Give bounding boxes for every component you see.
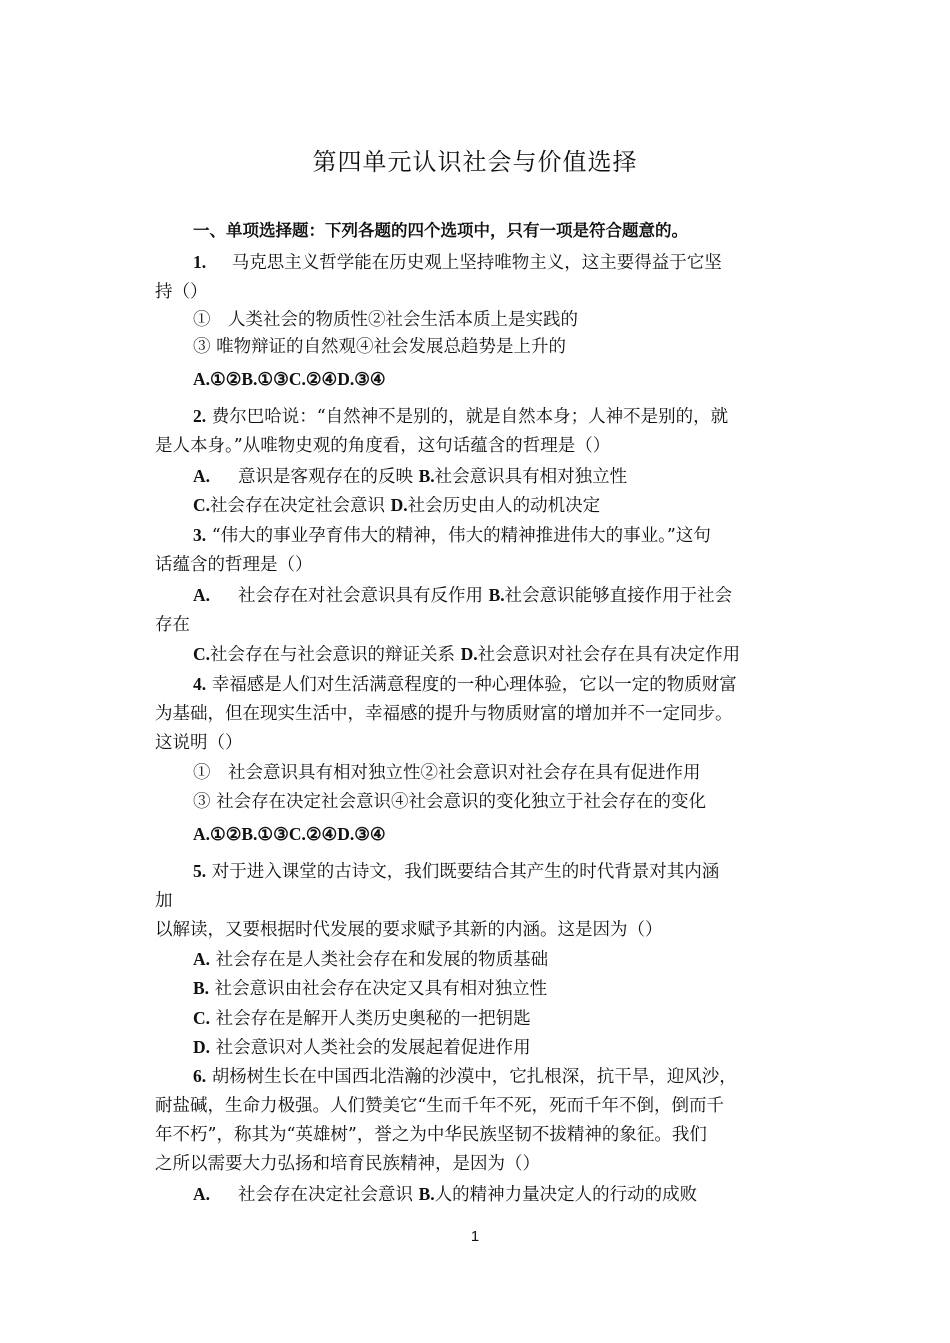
option-d-label: D. — [460, 644, 478, 664]
q2-options-row-1 — [193, 465, 627, 488]
option-b-label: B. — [418, 466, 435, 486]
option-b-label: B. — [418, 1184, 435, 1204]
q3-options-row-1 — [193, 584, 732, 607]
option-a-label: A. — [193, 466, 211, 486]
option-d-text: 社会历史由人的动机决定 — [407, 496, 601, 516]
question-5 — [193, 860, 719, 883]
option-d-label: D. — [390, 495, 408, 515]
question-4-cont-1: 为基础，但在现实生活中，幸福感的提升与物质财富的增加并不一定同步。 — [155, 704, 733, 724]
question-text: 费尔巴哈说：“自然神不是别的，就是自然本身；人神不是别的，就 — [211, 407, 729, 427]
option-a-text: 社会存在决定社会意识 — [238, 1185, 414, 1205]
option-d-label: D. — [193, 1037, 211, 1057]
option-b-text: 社会意识具有相对独立性 — [434, 467, 628, 487]
q1-choices: A.①②B.①③C.②④D.③④ — [193, 369, 386, 389]
q5-option-b — [193, 977, 547, 1000]
q5-option-d — [193, 1036, 531, 1059]
q4-choices: A.①②B.①③C.②④D.③④ — [193, 824, 386, 844]
q2-options-row-2 — [193, 494, 600, 517]
question-1-cont: 持（） — [155, 282, 208, 302]
page-title: 第四单元认识社会与价值选择 — [312, 148, 638, 176]
question-number: 4. — [193, 674, 207, 694]
q3-option-b-cont: 存在 — [155, 615, 190, 635]
question-4 — [193, 673, 737, 696]
question-number: 2. — [193, 406, 207, 426]
q5-option-a — [193, 948, 548, 971]
option-a-label: A. — [193, 949, 211, 969]
question-3-cont: 话蕴含的哲理是（） — [155, 555, 313, 575]
question-4-cont-2: 这说明（） — [155, 733, 243, 753]
page-number: 1 — [470, 1228, 480, 1245]
option-d-text: 社会意识对人类社会的发展起着促进作用 — [215, 1038, 531, 1058]
question-2 — [193, 405, 728, 428]
option-a-text: 社会存在是人类社会存在和发展的物质基础 — [215, 950, 549, 970]
option-b-text: 社会意识由社会存在决定又具有相对独立性 — [214, 979, 548, 999]
section-heading: 一、单项选择题：下列各题的四个选项中，只有一项是符合题意的。 — [193, 221, 688, 240]
q4-statement-row-1: ① 社会意识具有相对独立性②社会意识对社会存在具有促进作用 — [193, 763, 701, 783]
question-6-cont-1: 耐盐碱，生命力极强。人们赞美它“生而千年不死，死而千年不倒，倒而千 — [155, 1096, 724, 1116]
q1-statement-row-1: ① 人类社会的物质性②社会生活本质上是实践的 — [193, 310, 578, 330]
option-c-label: C. — [193, 495, 211, 515]
question-text: 胡杨树生长在中国西北浩瀚的沙漠中，它扎根深，抗干旱，迎风沙， — [211, 1067, 737, 1087]
question-6 — [193, 1065, 737, 1088]
option-b-text: 社会意识能够直接作用于社会 — [504, 586, 733, 606]
question-5-cont-2: 以解读，又要根据时代发展的要求赋予其新的内涵。这是因为（） — [155, 920, 663, 940]
option-b-label: B. — [488, 585, 505, 605]
q3-options-row-2 — [193, 643, 740, 666]
question-number: 6. — [193, 1066, 207, 1086]
question-1 — [193, 251, 722, 274]
option-c-text: 社会存在是解开人类历史奥秘的一把钥匙 — [215, 1009, 531, 1029]
question-text: “伟大的事业孕育伟大的精神，伟大的精神推进伟大的事业。”这句 — [211, 526, 711, 546]
question-2-cont: 是人本身。”从唯物史观的角度看，这句话蕴含的哲理是（） — [155, 436, 611, 456]
question-number: 3. — [193, 525, 207, 545]
option-c-label: C. — [193, 644, 211, 664]
question-text: 对于进入课堂的古诗文，我们既要结合其产生的时代背景对其内涵 — [211, 862, 720, 882]
option-b-label: B. — [193, 978, 210, 998]
question-number: 5. — [193, 861, 207, 881]
option-c-label: C. — [193, 1008, 211, 1028]
question-5-cont-1: 加 — [155, 891, 173, 911]
q5-option-c — [193, 1007, 531, 1030]
question-number: 1. — [193, 252, 207, 272]
option-a-label: A. — [193, 1184, 211, 1204]
question-text: 马克思主义哲学能在历史观上坚持唯物主义，这主要得益于它坚 — [231, 253, 722, 273]
question-text: 幸福感是人们对生活满意程度的一种心理体验，它以一定的物质财富 — [211, 675, 737, 695]
question-6-cont-2: 年不朽”，称其为“英雄树”，誉之为中华民族坚韧不拔精神的象征。我们 — [155, 1125, 707, 1145]
q4-statement-row-2: ③ 社会存在决定社会意识④社会意识的变化独立于社会存在的变化 — [193, 792, 707, 812]
option-c-text: 社会存在决定社会意识 — [210, 496, 386, 516]
option-d-text: 社会意识对社会存在具有决定作用 — [477, 645, 741, 665]
q1-statement-row-2: ③ 唯物辩证的自然观④社会发展总趋势是上升的 — [193, 337, 567, 357]
option-a-label: A. — [193, 585, 211, 605]
q6-options-row-1 — [193, 1183, 697, 1206]
question-3 — [193, 524, 711, 547]
option-b-text: 人的精神力量决定人的行动的成败 — [434, 1185, 698, 1205]
question-6-cont-3: 之所以需要大力弘扬和培育民族精神，是因为（） — [155, 1154, 540, 1174]
option-a-text: 意识是客观存在的反映 — [238, 467, 414, 487]
option-c-text: 社会存在与社会意识的辩证关系 — [210, 645, 456, 665]
option-a-text: 社会存在对社会意识具有反作用 — [238, 586, 484, 606]
